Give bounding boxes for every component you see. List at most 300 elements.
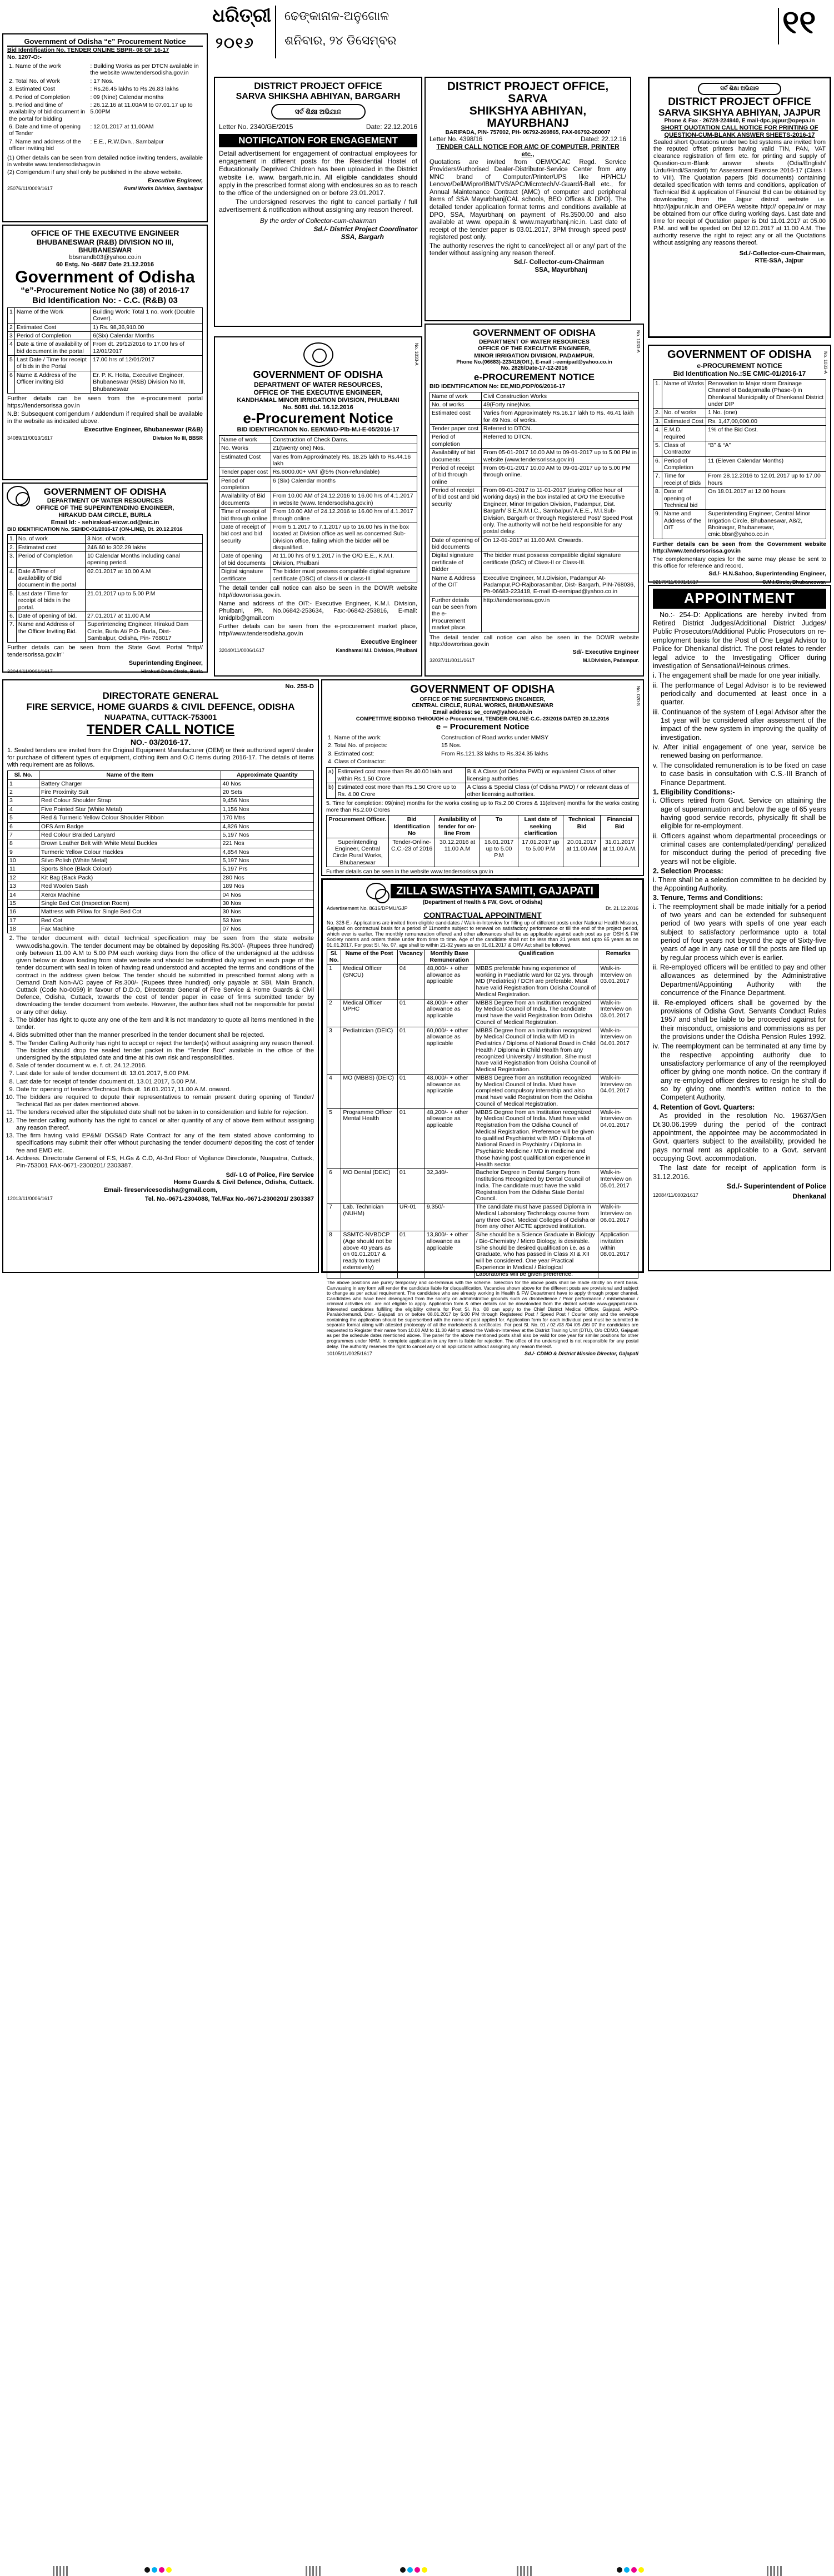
condition: iv. After initial engagement of one year, service be renewed basing on performance. [653,743,826,760]
table-cell: From 05-01-2017 10.00 AM to 09-01-2017 up to 5.00 PM through online. [481,464,638,486]
table-cell: 48,000/- + other allowance as applicable [425,1074,474,1108]
signatory: Executive Engineer, Bhubaneswar (R&B) [84,426,203,433]
table-cell: : Rs.26.45 lakhs to Rs.26.83 lakhs [90,86,179,93]
notice-body: No. 328-E.- Applications are invited from eligible candidates / Walk-in-Interview for filling up of different posts under National Health Mission, Gajapati on contractual basis for a period of 11months subject to renewal on satisfactory performance or till the end of the project period, which ever is earlier. The monthly remuneration offered and other allowances shall be as applicable against each post as per OSH & FW Society norms and orders theire under from time to time. Age of the candidate shall not be less than 21 years and upto 65 years as on 01.01.2017. For post Sl. No. 07, age shall to within 21-32 years as on 01.01.2017 & ORV Act shall be followed. [327,919,638,948]
table-cell: Programme Officer Mental Health [341,1108,397,1169]
condition: 6. Sale of tender document w. e. f. dt. 24.12.2016. [16,1062,314,1070]
table-row [430,536,639,551]
table-cell: Name & Address of the Officer inviting Bid [14,371,91,393]
table-cell: 3. Estimated Cost [9,86,55,93]
registration-mark-icon [53,2566,69,2576]
email: bbsrrandb03@yahoo.co.in [69,254,141,261]
table-cell: 10 [8,857,39,865]
table-cell: Estimated Cost [662,417,706,425]
table-row [653,426,826,441]
tender-details-table [7,534,203,643]
table-row [219,444,417,452]
table-cell: MBBS preferable having experience of working in Paediatric ward for 02 yrs. through MD (Pediatrics) / DCH are preferable. Must have valid Registration from Odisha Council of Medical Registration. [474,964,598,999]
newspaper-year: ୨୦୧୬ [216,34,254,51]
tender-details-table [7,307,203,394]
column-header: To [480,815,518,838]
condition: iv. The reemployment can be terminated at any time by the respective appointing authority due to unsatisfactory performance of any of the reemployed officer by giving one month notice. On the contrary if any re-employed officer desires to resign he shall do so by giving one month's written notice to the Competent Authority. [653,1042,826,1102]
table-cell: : 09 (Nine) Calendar months [90,93,164,101]
table-cell: Walk-in-Interview on 03.01.2017 [598,999,638,1027]
notice-subtitle: NO.- 03/2016-17. [130,738,191,747]
table-cell: MBBS Degree from an Institution recognized by Medical Council of India. Must have completed compulsory internship and also must have valid Registration from the Odisha Council of Medical Registration. [474,1074,598,1108]
table-row [430,486,639,536]
table-cell: Pediatrician (DEIC) [341,1027,397,1074]
item-row [8,916,314,924]
condition: ii. The performance of Legal Advisor is to be reviewed periodically and documented at least once in a quarter. [653,681,826,707]
table-row [326,734,639,742]
table-cell: 6 [8,371,15,393]
gov-title: GOVERNMENT OF ODISHA [253,369,383,380]
notice-body: Further details can be seen in the website www.tendersorissa.gov.in [326,869,493,876]
ref-number: 12013/11/0006/1617 [7,1195,53,1201]
column-header: Procurement Officer. [327,815,389,838]
item-row [8,814,314,822]
office-heading: SARVA SHIKSHA ABHIYAN, BARGARH [236,92,401,102]
table-cell: Battery Charger [39,779,221,788]
letter-number: Letter No. 4398/16 [430,136,483,143]
table-cell: 1,156 Nos [221,805,313,813]
table-cell: 18 [8,925,39,933]
advertisement-date: Dt. 21.12.2016 [605,906,638,912]
table-cell: 5. [8,589,17,611]
table-cell: Name & Address of the OIT [430,574,482,596]
table-cell: 9,350/- [425,1204,474,1231]
ad-central-circle-rw [321,679,644,876]
notice-body: The undersigned reserves the right to cancel partially / full advertisement & notification without assigning any reason thereof. [219,198,417,214]
office-heading: KANDHAMAL MINOR IRRIGATION DIVISION, PHULBANI [237,396,399,404]
item-row [8,822,314,831]
note: (2) Corrigendum if any shall only be published in the above website. [7,169,183,176]
ref-number: 32044/11/0001/1617 [7,669,53,675]
signatory: Executive Engineer [361,638,417,645]
bid-identification: BID IDENTIFICATION No: EE,MID,PDP/06/2016-17 [430,383,566,390]
table-cell: MBBS Degree from an Institution recognized by Medical Council of India. Must have valid Registration from the Odisha Council of Medical Registration. Preference will be given to qualified Psychiatrist with MD / Diploma of National Board in Psychiatry / Diploma in Psychiatric Medicine / MD in medicine and those having post qualification experience in Health sector. [474,1108,598,1169]
table-row [8,356,203,371]
table-cell: 27.01.2017 at 11.00 A.M [85,611,202,620]
table-cell: The candidate must have passed Diploma in Medical Laboratory Technology course from any three Govt. Medical Colleges of Odisha or from any other AICTE approved institution. [474,1204,598,1231]
note: Further details can be seen from the e-procurement portal https://tendersorissa.gov.in [7,395,203,409]
ad-cmi-circle-bhubaneswar [648,345,831,583]
conditions-list [16,935,314,1170]
division: C.M.I.Circle, Bhubaneswar. [762,579,826,585]
table-cell: 7. Name and address of the officer inviting bid [9,138,81,152]
table-cell: 49(Forty nine)Nos. [481,400,638,409]
office-heading: DEPARTMENT OF WATER RESOURCES [478,339,590,346]
table-row [8,567,203,589]
table-cell: Date of opening of Technical bid [662,488,706,510]
table-cell: Availability of bid documents [430,449,482,464]
note: N.B: Subsequent corrigendum / addendum if required shall be available in the website as indicated above. [7,410,203,425]
color-registration-icon [400,2567,427,2573]
condition: 14. Address. Directorate General of F.S, H.Gs & C.D, At-3rd Floor of Vigilance Directorate, Nuapatna, Cuttack, Pin-753001 FAX-0671-2300201/ 2303387. [16,1155,314,1170]
ref-number: 32179/11/0001/1617 [653,579,698,585]
table-row [8,589,203,611]
table-cell: 01 [397,999,425,1027]
office-heading: DISTRICT PROJECT OFFICE, SARVA [447,80,609,106]
signatory: Sd./- H.N.Sahoo, Superintending Engineer, [708,570,826,578]
table-cell: Period of Completion [14,331,91,340]
section-heading: 4. Retention of Govt. Quarters: [653,1103,755,1111]
ad-zilla-swasthya-samiti [321,878,644,1357]
table-cell: Date of opening of bid documents [430,536,482,551]
office-heading: DEPARTMENT OF WATER RESOURCES [47,498,163,505]
table-cell: 6. [653,456,662,472]
table-cell: Estimated cost: [430,409,482,425]
contractor-class-table [326,767,639,799]
classification-code: No. 1033-A [823,351,828,374]
table-row [430,574,639,596]
table-cell: 4. [8,567,17,589]
table-cell: 01 [397,1027,425,1074]
letter-date: Dated: 22.12.16 [581,136,626,143]
table-cell: Tender-Online-C.C.-23 of 2016 [388,838,435,867]
table-cell: 48,200/- + other allowance as applicable [425,1108,474,1169]
posts-table [327,949,638,1279]
table-cell: 48,000/- + other allowance as applicable [425,999,474,1027]
table-cell: 3. Estimated cost: [328,750,374,757]
table-cell: Date of receipt of bid cost and bid security [219,523,271,552]
table-cell: At 11.00 hrs of 9.1.2017 in the O/O E.E., K.M.I. Division, Phulbani [271,552,417,568]
notice-body: Further details can be seen from the Government website http://www.tendersorissa.gov.in [653,540,826,555]
table-cell: 4,854 Nos [221,848,313,856]
table-cell: Superintending Engineer, Central Minor Irrigation Circle, Bhubaneswar, A8/2, Bhoinagar, Bhubaneswar, cmic.bbsr@yahoo.co.in [706,510,826,539]
table-cell: Date & time of availability of bid document in the portal [14,340,91,356]
table-row [8,323,203,331]
table-cell: Period of completion [430,433,482,449]
table-cell: Five Pointed Star (White Metal) [39,805,221,813]
notice-subtitle: CONTRACTUAL APPOINTMENT [423,911,542,920]
office-heading: OFFICE OF THE EXECUTIVE ENGINEER [31,228,179,237]
column-header: Availability of tender for on-line From [435,815,480,838]
signatory: Executive Engineer, [147,177,203,184]
table-cell: 9 [8,848,39,856]
table-row [7,123,203,138]
table-cell: 6 (Six) Calendar months [271,476,417,492]
office-heading: SHIKSHYA ABHIYAN, MAYURBHANJ [469,105,587,130]
tender-details-table [653,379,826,539]
table-cell: 01 [397,1231,425,1279]
item-row [8,891,314,899]
table-row [653,441,826,456]
table-cell: Period of receipt of bid cost and bid security [430,486,482,536]
table-cell: 10 Calendar Months including canal opening period. [85,551,202,567]
table-cell: 8 [327,1231,341,1279]
table-cell: 221 Nos [221,839,313,848]
table-row [326,742,639,749]
item-row [8,873,314,882]
nhm-logo-icon [366,883,386,899]
table-cell: 4. Class of Contractor: [328,758,386,765]
table-cell: From 5.1.2017 to 7.1.2017 up to 16.00 hrs in the box located at Division office as well as concerned Sub-Division office, failing which the bidder will be disqualified. [271,523,417,552]
table-cell: 3 [327,1027,341,1074]
table-cell: 9,456 Nos [221,797,313,805]
table-cell: 1. Name of the work [9,63,61,70]
note: (1) Other details can be seen from detailed notice inviting tenders, available in website www.tendersodishagov.in [7,154,203,168]
notice-number: No. 1207-O:- [7,53,42,61]
table-cell: Walk-in-Interview on 04.01.2017 [598,1074,638,1108]
table-row [219,492,417,508]
office-heading: CENTRAL CIRCLE, RURAL WORKS, BHUBANESWAR [412,703,553,709]
item-row [8,882,314,891]
column-header: Name of the Post [341,950,397,965]
table-cell: 7 [8,831,39,839]
ref-number: 12084/11/0002/1617 [653,1192,698,1199]
table-row [653,417,826,425]
table-cell: Name of Works [662,379,706,409]
color-registration-icon [617,2567,644,2573]
table-cell: 3 Nos. of work. [85,535,202,543]
condition: 5. The Tender Calling Authority has right to accept or reject the tender(s) without assigning any reason thereof. The bidder should drop the sealed tender packet in the “Tender Box” available in the office of the undersigned by the stipulated date and time at his own risk and responsibilities. [16,1040,314,1062]
table-cell: : 17 Nos. [90,77,114,84]
table-row [8,340,203,356]
table-cell: UR-01 [397,1204,425,1231]
signatory: Sd/- I.G of Police, Fire Service [226,1172,314,1179]
table-row [219,523,417,552]
item-row [8,908,314,916]
table-cell: 1 [8,307,15,323]
signatory-place: SSA, Bargarh [341,232,384,241]
item-row [8,788,314,797]
table-cell: 16 [8,908,39,916]
table-cell: Sports Shoe (Black Colour) [39,865,221,873]
table-cell: 07 Nos [221,925,313,933]
table-cell: Kit Bag (Back Pack) [39,873,221,882]
notice-title: TENDER CALL NOTICE FOR AMC OF COMPUTER, PRINTER etc., [436,143,620,158]
table-cell: 6 [327,1169,341,1204]
table-row [7,93,203,101]
column-header: Sl. No. [8,771,39,779]
table-row [219,468,417,476]
table-row [430,400,639,409]
table-cell: “B” & “A” [706,441,826,456]
letter-number: Letter No. 2340/GE/2015 [219,122,293,131]
table-cell: Application invitation within 08.01.2017 [598,1231,638,1279]
section-heading: 1. Eligibility Conditions:- [653,788,735,796]
table-cell: Name and Address of the Officer Inviting Bid. [16,620,85,643]
government-emblem-icon [7,486,29,506]
ref-number: 32037/11/0011/1617 [430,657,475,663]
column-header: Approximate Quantity [221,771,313,779]
ref-number: 32040/11/0006/1617 [219,647,264,653]
ref-number: 34089/11/0013/1617 [7,435,53,441]
table-cell: Time for receipt of Bids [662,472,706,488]
table-cell: 1 [8,779,39,788]
notice-body: Further details can be seen from the e-procurement market place, http//www.tendersodisha.gov.in [219,623,417,637]
table-row [430,551,639,574]
table-cell: 01 [397,1169,425,1204]
table-row [327,783,639,799]
column-header: Qualification [474,950,598,965]
office-heading: DIRECTORATE GENERAL [102,690,219,702]
signatory: Home Guards & Civil Defence, Odisha, Cuttack. [173,1179,314,1186]
gov-title: GOVERNMENT OF ODISHA [43,486,167,497]
table-cell: 5,197 Prs [221,865,313,873]
office-heading: MINOR IRRIGATION DIVISION, PADAMPUR. [474,352,595,359]
table-cell: Red Colour Shoulder Strap [39,797,221,805]
table-cell: Name and Address of the OIT [662,510,706,539]
table-cell: 3. [8,551,17,567]
notice-body: 5. Time for completion: 09(nine) months for the works costing up to Rs.2.00 Crores & 11(eleven) months for the works costing more than Rs.2.00 Crores [326,800,639,813]
table-row [430,433,639,449]
table-cell: 20 Sets [221,788,313,797]
table-cell: From 10.00 AM of 24.12.2016 to 16.00 hrs of 4.1.2017 through online [271,508,417,523]
table-cell: Walk-in-Interview on 05.01.2017 [598,1169,638,1204]
table-cell: Date of opening of bid documents [219,552,271,568]
table-cell: Renovation to Major storm Drainage Channel of Badajornalla (Phase-I) in Dhenkanal Municipality of Dhenkanal District under DIP [706,379,826,409]
notice-body: The above positions are purely temporary and co-terminus with the scheme. Selection for the above posts shall be made strictly on merit basis. Canvassing in any form will render the candidate liable for disqualification. Vacancies shown above for the different posts are provisional and subject to change as per actual requirement. The candidates who are already working in Health & FW Department have to apply through proper channel. Candidates who have been disengaged from the society on administrative grounds such as disobedience / Poor performance / misbehaviour / criminal activities etc. are not eligible to apply. Application form & other details can be downloaded from the district website www.gajapati.nic.in. Interested candidates fulfilling the eligibility criteria for Post Sl. No. 08 can apply to the Chief District Medical Officer, Gajapati, At/PO- Paralakhemundi, Dist.- Gajapati on or before 08.01.2017 by 5:00 PM through Registered Post / Speed Post / Courier only and the envelope containing the application should be superscribed with the name of post applied for. Application form for each individual post must be submitted in separate format along with attested photocopy of all the marksheets & certificates. For post Sl. No. 01 / 02 /03 /04 /05 /06/ 07 the candidates are requested to Register their name from 10.00 AM to 11.30 AM to attend the Walk-in-Interview at the District Training Unit (DTU), O/o CDMO, Gajapati as per the schedule dates mentioned above. The panel for the above mentioned posts shall also be valid for one year for similar positions for other programmes under NHM. In complete application in any form is liable for rejection. The office of the undersigned is not responsible for any postal delay. The authority reserves the right to cancel any or all applications without assigning any reason thereof. [327,1280,638,1349]
table-cell: Construction of Check Dams. [271,435,417,444]
signatory: Sd/- Executive Engineer [572,649,639,656]
table-cell: From Rs.121.33 lakhs to Rs.324.35 lakhs [441,750,548,757]
bid-identification: Bid Identification No: - C.C. (R&B) 03 [32,296,178,306]
table-cell: 5 [327,1108,341,1169]
table-cell: 4 [8,340,15,356]
table-cell: 20.01.2017 at 11.00 AM [563,838,601,867]
office-heading: BHUBANESWAR [78,246,132,254]
table-cell: 32,340/- [425,1169,474,1204]
condition: iii. Re-employed officers shall be governed by the provisions of Odisha Govt. Servants Conduct Rules 1957 and shall be liable to be proceeded against for their misconduct, omissions and commissions as per the provisions under the Odisha Pension Rules 1992. [653,998,826,1041]
condition: ii. Re-employed officers will be entitled to pay and other allowances as determined by the Administrative Department/Appointing Authority with the concurrence of the Finance Department. [653,963,826,997]
table-cell: Walk-in-Interview on 03.01.2017 [598,964,638,999]
ref-number: 10105/11/0025/1617 [327,1351,372,1357]
item-row [8,865,314,873]
table-cell: Superintending Engineer, Central Circle Rural Works, Bhubaneswar [327,838,389,867]
item-row [8,805,314,813]
item-row [8,831,314,839]
division: Kandhamal M.I. Division, Phulbani [336,647,417,653]
table-cell: 4,826 Nos [221,822,313,831]
table-cell: Walk-in-Interview on 04.01.2017 [598,1108,638,1169]
table-row [430,449,639,464]
notice-title: e – Procurement Notice [436,722,530,732]
notice-title: APPOINTMENT [653,589,826,609]
table-cell: The bidder must possess compatible digital signature certificate (DSC) of class-II or class-III [271,568,417,583]
table-cell: Red Colour Braided Lanyard [39,831,221,839]
estg-number: 60 Estg. No -5687 Date 21.12.2016 [56,261,154,268]
table-cell: 189 Nos [221,882,313,891]
table-cell: Xerox Machine [39,891,221,899]
table-cell: 280 Nos [221,873,313,882]
ad-hirakud-dam-circle [2,483,208,673]
ad-title: Government of Odisha “e” Procurement Notice [7,37,203,47]
table-cell: 14 [8,891,39,899]
item-row [8,797,314,805]
table-cell: Tender paper cost [219,468,271,476]
table-cell: Estimated cost more than Rs.1.50 Crore up to Rs. 4.00 Crore [336,783,465,799]
office-address: NUAPATNA, CUTTACK-753001 [104,713,217,722]
office-heading: FIRE SERVICE, HOME GUARDS & CIVIL DEFENCE, ODISHA [26,702,295,713]
post-row [327,964,638,999]
post-row [327,1027,638,1074]
ad-kandhamal-mi-division [214,336,422,677]
column-header: Remarks [598,950,638,965]
post-row [327,1108,638,1169]
signatory: Superintending Engineer, [128,660,203,667]
table-cell: 21.01.2017 up to 5.00 P.M [85,589,202,611]
table-cell: 30.12.2016 at 11.00 A.M [435,838,480,867]
notice-title: NOTIFICATION FOR ENGAGEMENT [219,134,417,147]
table-cell: Period of Completion [16,551,85,567]
table-cell: Estimated cost [16,543,85,551]
table-cell: : Building Works as per DTCN available in the website www.tendersodisha.gov.in [90,63,199,77]
items-table [7,770,314,933]
table-row [653,488,826,510]
table-cell: Period of Completion [662,456,706,472]
table-cell: 11 [8,865,39,873]
tender-details-table [430,392,639,633]
table-cell: 5,197 Nos [221,831,313,839]
table-cell: 13 [8,882,39,891]
table-cell: 6(Six) Calendar Months [91,331,203,340]
table-cell: : 12.01.2017 at 11.00AM [90,123,154,131]
notice-number: No. 255-D [285,683,314,690]
table-cell: 2 [8,788,39,797]
item-row [8,839,314,848]
gov-title: GOVERNMENT OF ODISHA [472,327,596,338]
color-registration-icon [144,2567,172,2573]
table-cell: Bachelor Degree in Dental Surgery from Institutions Recognized by Dental Council of India. The candidate must have the valid Registration from the Odisha State Dental Council. [474,1169,598,1204]
table-cell: Name of work [219,435,271,444]
table-cell: 04 Nos [221,891,313,899]
table-cell: No. of works [662,409,706,417]
registration-mark-icon [767,2566,783,2576]
table-cell: Last Date / Time for receipt of bids in the Portal [14,356,91,371]
notice-title: QUESTION-CUM-BLANK ANSWER SHEETS-2016-17 [664,131,815,138]
tender-details-table [326,734,639,766]
table-cell: 11 (Eleven Calendar Months) [706,456,826,472]
post-row [327,1231,638,1279]
signatory: Sd./- CDMO & District Mission Director, Gajapati [524,1351,638,1357]
ad-ssa-mayurbhanj [425,77,631,321]
ad-fire-service-tender [2,679,319,1273]
table-cell: Er. P. K. Hotta, Executive Engineer, Bhubaneswar (R&B) Division No III, Bhubaneswar [91,371,203,393]
conditions-list [653,672,826,787]
notice-title: ZILLA SWASTHYA SAMITI, GAJAPATI [391,884,599,898]
notice-title: e-PROCUREMENT NOTICE [697,361,782,370]
table-cell: MO Dental (DEIC) [341,1169,397,1204]
tender-details-table [219,435,417,583]
condition: i. The reemployment shall be made initially for a period of two years and can be extended for subsequent period of two years with spells of one year each subject to satisfactory performance upto a total period of four years not beyond the age of Sixty-five years of age in any case or till the posts are filled up by regular process which ever is earlier. [653,902,826,962]
table-cell: MBBS Degree from an Institution recognized by Medical Council of India with MD in Pediatrics / Diploma of National Board in Child Health / Diploma in Child Health from any recognized University / Institution. S/he must have valid Registration from Odisha Council of Medical Registration. [474,1027,598,1074]
office-heading: OFFICE OF THE SUPERINTENDING ENGINEER, [36,505,174,512]
table-row [8,535,203,543]
table-cell: Walk-in-Interview on 04.01.2017 [598,1027,638,1074]
notice-title: “e”-Procurement Notice No (38) of 2016-17 [21,286,189,296]
table-cell: Turmeric Yellow Colour Hackles [39,848,221,856]
table-cell: No. Works [219,444,271,452]
table-row [7,138,203,153]
item-row [8,848,314,856]
office-address: BARIPADA, PIN- 757002, PH- 06792-260865, FAX-06792-260007 [445,130,611,136]
classification-code: No. 020-S [636,686,641,707]
notice-body: No.:- 254-D: Applications are hereby invited from Retired District Judges/Additional District Judges/ Public Prosecutors/Additional Public Prosecutors on re-employment basis for the Post of One Legal Advisor to Police for Dhenkanal district. The post relates to render legal advice to the Investigating Officer during investigation of Sensational/Heinous crimes. [653,610,826,670]
table-cell: Name of work [430,392,482,400]
table-cell: 7 [327,1204,341,1231]
table-cell: http://tendersorissa.gov.in [481,596,638,632]
table-cell: Estimated Cost [14,323,91,331]
condition: iii. Continuance of the system of Legal Advisor after the 1st year will be considered after assessment of the impact of the new system in improving the quality of investigation. [653,708,826,742]
table-cell: 8 [8,839,39,848]
condition: 10. The bidders are required to depute their representatives to remain present during opening of Tender/ Technical Bid as per dates mentioned above. [16,1094,314,1108]
table-row [7,101,203,123]
table-cell: Construction of Road works under MMSY [441,734,549,741]
table-cell: 1 [327,964,341,999]
condition: 3. The bidder has right to quote any one of the item and it is not mandatory to quote all items mentioned in the tender. [16,1017,314,1031]
